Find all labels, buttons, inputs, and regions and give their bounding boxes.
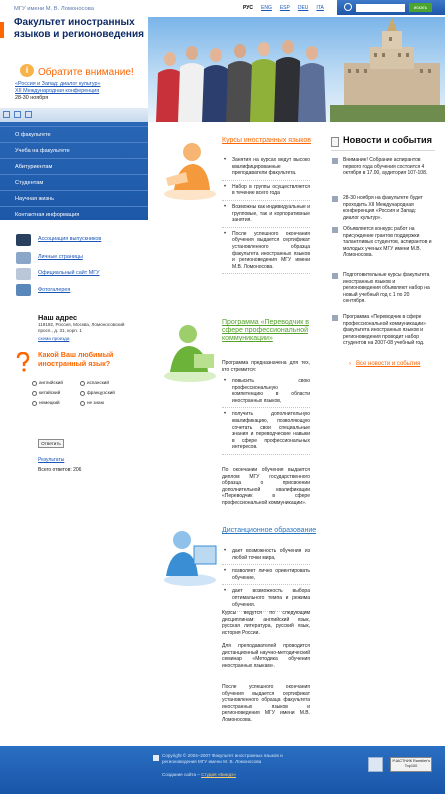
translator-illustration <box>160 320 220 382</box>
poll-option-german[interactable]: немецкий <box>32 400 60 406</box>
distance-learning-illustration <box>160 524 220 586</box>
link-alumni[interactable]: Ассоциация выпускников <box>38 236 102 242</box>
courses-illustration <box>160 138 220 200</box>
news-item[interactable]: Объявляется конкурс работ на присуждение грантов поддержки талантливых студентов, аспирантов и молодых ученых МГУ имени М.В. Ломоносова. <box>343 226 432 259</box>
radio-icon <box>80 391 85 396</box>
info-icon: i <box>20 64 34 77</box>
radio-icon <box>80 381 85 386</box>
lang-ru[interactable]: РУС <box>243 5 253 11</box>
site-credits: Создание сайта – Студия «Биндэ» <box>162 772 237 777</box>
list-item: • дает возможность обучения из любой точки мира, <box>222 548 310 565</box>
nav-item-students[interactable]: Студентам <box>0 174 148 190</box>
list-item: • позволяет лично ориентировать обучение, <box>222 568 310 585</box>
poll-option-french[interactable]: французский <box>80 390 115 396</box>
address-text: 119192, Россия, Москва, Ломоносовский просп., д. 31, корп. 1 <box>38 322 125 334</box>
news-bullet-icon <box>332 273 338 279</box>
nav-item-applicants[interactable]: Абитуриентам <box>0 158 148 174</box>
radio-icon <box>32 381 37 386</box>
alert-date: 28-30 ноября <box>15 95 49 101</box>
news-bullet-icon <box>332 315 338 321</box>
divider <box>331 150 435 151</box>
alert-title: Обратите внимание! <box>38 67 134 78</box>
nav-item-about[interactable]: О факультете <box>0 126 148 142</box>
news-item[interactable]: 28-30 ноября на факультете будет проходить XII Международная конференция «Россия и Запад: диалог культур». <box>343 195 423 221</box>
page-title: Факультет иностранных языков и регионоведения <box>14 17 144 40</box>
newspaper-icon <box>331 137 339 147</box>
poll-option-english[interactable]: английский <box>32 380 63 386</box>
language-switcher <box>243 5 324 12</box>
lang-it[interactable]: ITA <box>316 5 324 11</box>
translator-outro: По окончании обучения выдается диплом МГУ государственного образца о присвоении дополнительной квалификации «Переводчик в сфере профессиональной коммуникации». <box>222 467 310 506</box>
nav-item-science[interactable]: Научная жизнь <box>0 190 148 206</box>
link-personal-pages[interactable]: Личные страницы <box>38 254 83 260</box>
list-item: • После успешного окончания обучения выдается сертификат установленного образца факультета иностранных языков и регионоведения МГУ имени М.В. Ломоносова. <box>222 231 310 275</box>
poll-question: Какой Ваш любимый иностранный язык? <box>38 350 114 368</box>
link-msu-site[interactable]: Официальный сайт МГУ <box>38 270 100 276</box>
lang-es[interactable]: ESP <box>279 5 290 11</box>
counter-icon[interactable] <box>368 757 383 772</box>
list-item: • Занятия на курсах ведут высоко квалифицированные преподаватели факультета. <box>222 157 310 181</box>
news-item[interactable]: Подготовительные курсы факультета иностранных языков и регионоведения объявляют набор на новый учебный год с 1 по 20 сентября. <box>343 272 430 305</box>
lang-de[interactable]: DEU <box>297 5 309 11</box>
poll-results-link[interactable]: Результаты <box>38 457 65 463</box>
news-bullet-icon <box>332 196 338 202</box>
link-gallery[interactable]: Фотогалерея <box>38 287 71 293</box>
radio-icon <box>80 401 85 406</box>
header-photo <box>148 17 445 122</box>
list-item: • Возможны как индивидуальные и групповые, так и корпоративные занятия. <box>222 204 310 228</box>
lang-en[interactable]: ENG <box>261 5 272 11</box>
all-news-link[interactable]: Все новости и события <box>356 361 421 367</box>
home-icon[interactable] <box>3 111 10 118</box>
address-title: Наш адрес <box>38 313 78 322</box>
list-item: • получить дополнительную квалификацию, позволяющую сочетать свои специальные знания и переводческие навыки в сфере профессиональных интересов. <box>222 411 310 455</box>
search-icon <box>344 3 352 11</box>
copyright: Copyright © 2004–2007 Факультет иностранных языков и регионоведения МГУ имени М. В. Ломоносова <box>162 753 283 765</box>
distance-learning-link[interactable]: Дистанционное образование <box>222 527 317 534</box>
nav-item-contacts[interactable]: Контактная информация <box>0 206 148 222</box>
pages-icon <box>16 252 31 264</box>
search-input[interactable] <box>356 4 405 12</box>
news-bullet-icon <box>332 227 338 233</box>
photo-icon <box>16 284 31 296</box>
university-link[interactable]: МГУ имени М. В. Ломоносова <box>14 6 94 12</box>
translator-intro: Программа предназначена для тех, кто стремится: <box>222 360 310 373</box>
news-item[interactable]: Программа «Переводчик в сфере профессиональной коммуникации» факультета иностранных языков и регионоведения проводит набор студентов на 2007-08 учебный год. <box>343 314 426 347</box>
graduation-cap-icon <box>16 234 31 246</box>
vote-button[interactable]: Ответить <box>38 439 64 448</box>
distance-p3: После успешного окончания обучения выдается сертификат установленного образца факультета иностранных языков и регионоведения МГУ имени М.В. Ломоносова. <box>222 684 310 723</box>
poll-option-chinese[interactable]: китайский <box>32 390 60 396</box>
footer-square-icon <box>153 755 159 761</box>
distance-p2: Для преподавателей проводится дистанционный научно-методический семинар «Методика обучения иностранных языкам». <box>222 643 310 669</box>
news-bullet-icon <box>332 158 338 164</box>
translator-list <box>222 378 310 458</box>
students-and-university-image <box>148 17 445 122</box>
radio-icon <box>32 391 37 396</box>
title-accent-bar <box>0 22 4 38</box>
search-button[interactable]: искать <box>409 3 432 12</box>
alert-link-conference[interactable]: «Россия и Запад: диалог культур» <box>15 81 101 87</box>
news-item[interactable]: Внимание! Собрание аспирантов первого года обучения состоится 4 октября в 17.00, аудитория 107-108. <box>343 157 428 177</box>
translator-program-link[interactable]: Программа «Переводчик в сфере профессиональной коммуникации» <box>222 319 309 343</box>
news-title: Новости и события <box>343 135 433 145</box>
list-item: • дает возможность выбора оптимального темпа и режима обучения. <box>222 588 310 612</box>
question-mark-icon <box>14 352 30 372</box>
rambler-top100-badge[interactable]: УЧАСТНИК Rambler's Top100 <box>390 757 432 772</box>
nav-item-study[interactable]: Учеба на факультете <box>0 142 148 158</box>
poll-option-spanish[interactable]: испанский <box>80 380 109 386</box>
list-item: • Набор в группы осуществляется в течение всего года <box>222 184 310 201</box>
poll-total: Всего ответов: 206 <box>38 467 82 473</box>
utility-icons-bar <box>0 108 148 122</box>
arrow-right-icon: › <box>349 361 351 367</box>
main-navigation <box>0 122 148 220</box>
sitemap-icon[interactable] <box>25 111 32 118</box>
distance-list <box>222 548 310 615</box>
courses-list <box>222 157 310 277</box>
distance-p1: Курсы ведутся по следующим дисциплинам: английский язык, русская литература, русский язык, история России. <box>222 610 310 636</box>
mail-icon[interactable] <box>14 111 21 118</box>
studio-link[interactable]: Студия «Биндэ» <box>201 772 237 777</box>
msu-icon <box>16 268 31 280</box>
map-link[interactable]: схема проезда <box>38 336 70 341</box>
courses-title-link[interactable]: Курсы иностранных языков <box>222 137 312 144</box>
alert-link-xii[interactable]: XII Международная конференция <box>15 88 100 94</box>
list-item: • повысить свою профессиональную компетенцию в области иностранных языков, <box>222 378 310 408</box>
radio-icon <box>32 401 37 406</box>
poll-option-dont-know[interactable]: не знаю <box>80 400 104 406</box>
